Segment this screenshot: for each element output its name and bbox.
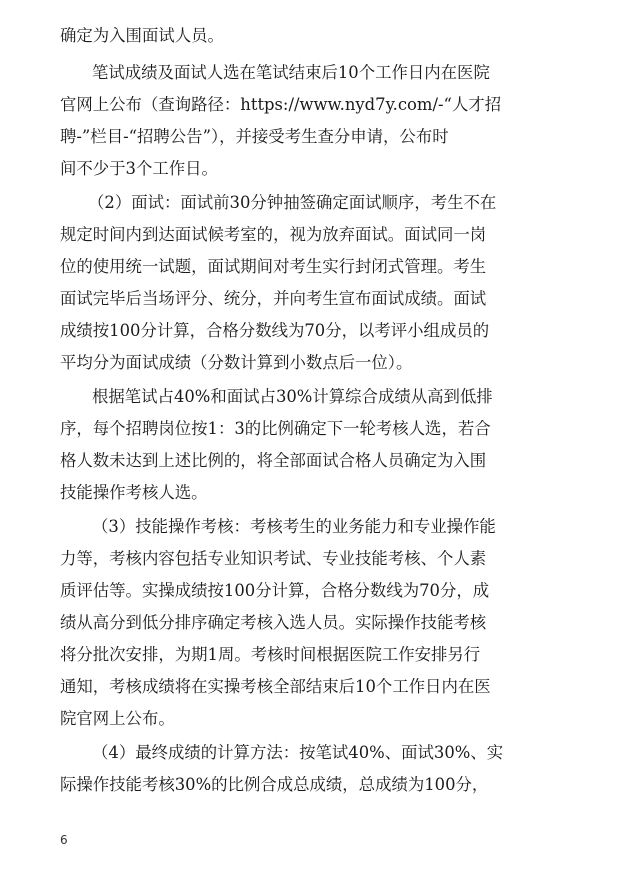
text-line: 绩从高分到低分排序确定考核入选人员。实际操作技能考核 (60, 613, 487, 632)
text-line: 际操作技能考核30%的比例合成总成绩，总成绩为100分， (60, 775, 489, 794)
text-line: 力等，考核内容包括专业知识考试、专业技能考核、个人素 (60, 549, 487, 568)
text-line: 质评估等。实操成绩按100分计算，合格分数线为70分，成 (60, 581, 490, 600)
text-line: 确定为入围面试人员。 (60, 26, 224, 45)
text-line: （4）最终成绩的计算方法：按笔试40%、面试30%、实 (92, 743, 504, 762)
text-line: 序，每个招聘岗位按1：3的比例确定下一轮考核人选，若合 (60, 419, 491, 438)
text-line: （3）技能操作考核：考核考生的业务能力和专业操作能 (92, 517, 496, 536)
text-line: 笔试成绩及面试人选在笔试结束后10个工作日内在医院 (92, 63, 490, 82)
text-line: （2）面试：面试前30分钟抽签确定面试顺序，考生不在 (88, 193, 497, 212)
text-line: 将分批次安排，为期1周。考核时间根据医院工作安排另行 (60, 645, 481, 664)
text-line: 根据笔试占40%和面试占30%计算综合成绩从高到低排 (92, 387, 493, 406)
text-line: 院官网上公布。 (60, 709, 175, 728)
text-line: 技能操作考核人选。 (60, 483, 208, 502)
text-line: 平均分为面试成绩（分数计算到小数点后一位）。 (60, 353, 413, 372)
page-number: 6 (60, 833, 68, 847)
text-line: 官网上公布（查询路径：https://www.nyd7y.com/-“人才招 (60, 95, 502, 114)
text-line: 面试完毕后当场评分、统分，并向考生宣布面试成绩。面试 (60, 289, 487, 308)
text-line: 通知，考核成绩将在实操考核全部结束后10个工作日内在医 (60, 677, 491, 696)
text-line: 间不少于3个工作日。 (60, 159, 218, 178)
text-line: 聘-”栏目-“招聘公告”），并接受考生查分申请，公布时 (60, 127, 449, 146)
text-line: 位的使用统一试题，面试期间对考生实行封闭式管理。考生 (60, 257, 487, 276)
text-line: 规定时间内到达面试候考室的，视为放弃面试。面试同一岗 (60, 225, 487, 244)
text-line: 格人数未达到上述比例的，将全部面试合格人员确定为入围 (60, 451, 487, 470)
text-line: 成绩按100分计算，合格分数线为70分，以考评小组成员的 (60, 321, 490, 340)
